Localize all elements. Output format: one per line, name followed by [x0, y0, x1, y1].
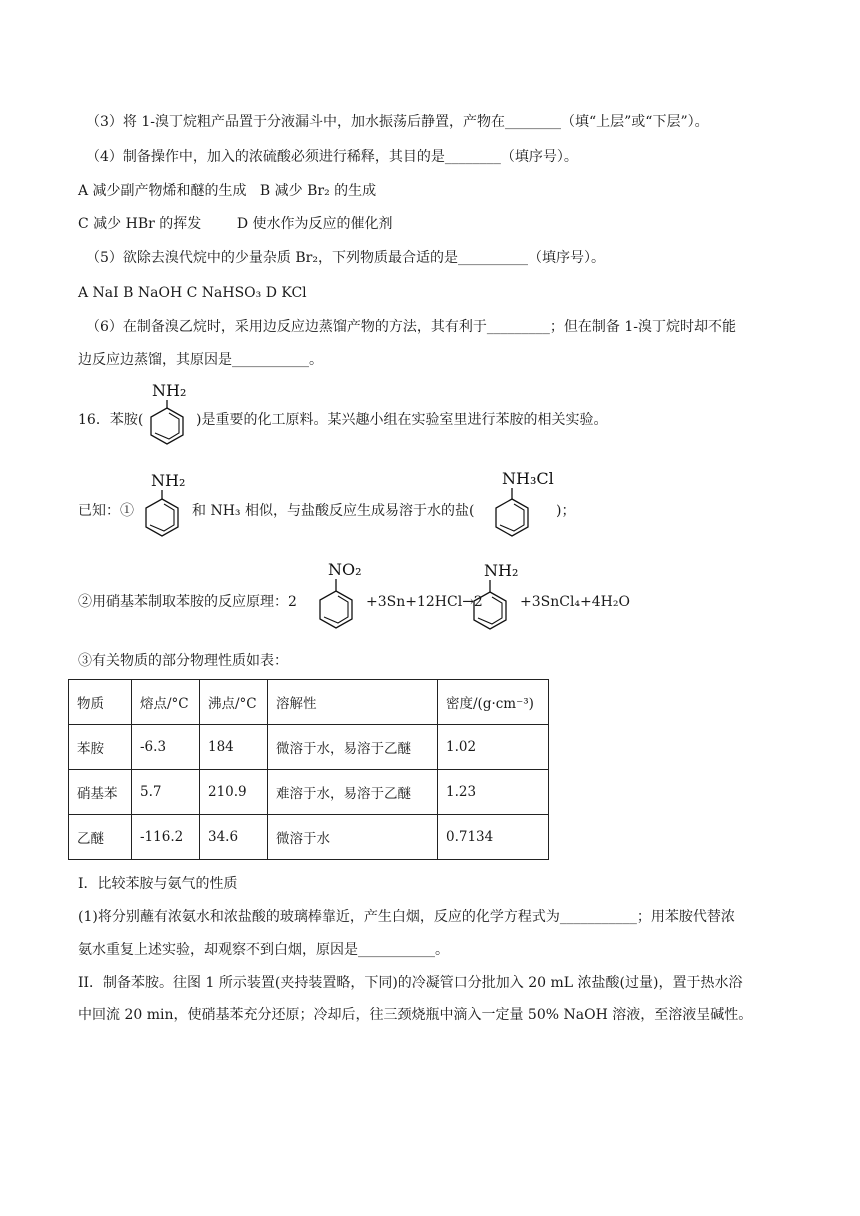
table-cell: 34.6	[200, 815, 268, 860]
aniline-structure-2	[137, 468, 187, 546]
nitrobenzene-structure	[312, 557, 370, 639]
header-cell: 密度/(g·cm⁻³)	[438, 680, 549, 725]
option-a: A 减少副产物烯和醚的生成	[78, 183, 247, 199]
question-5: （5）欲除去溴代烷中的少量杂质 Br₂，下列物质最合适的是__________（填序号）。	[86, 250, 605, 266]
question-6-line-1: （6）在制备溴乙烷时，采用边反应边蒸馏产物的方法，其有利于_________；但在制备 1-溴丁烷时却不能	[86, 319, 736, 335]
option-d: D 使水作为反应的催化剂	[236, 216, 393, 232]
table-row	[69, 770, 549, 815]
part-1-question-1-line-1: (1)将分别蘸有浓氨水和浓盐酸的玻璃棒靠近，产生白烟，反应的化学方程式为___________；用苯胺代替浓	[78, 909, 735, 925]
header-cell: 物质	[69, 680, 132, 725]
table-header-row	[69, 680, 549, 725]
reaction-middle: +3Sn+12HCl→2	[366, 594, 483, 610]
table-cell: 0.7134	[438, 815, 549, 860]
table-intro: ③有关物质的部分物理性质如表：	[78, 653, 288, 669]
table-cell: 210.9	[200, 770, 268, 815]
table-cell: 5.7	[132, 770, 200, 815]
no2-label: NO₂	[328, 560, 362, 579]
table-row	[69, 815, 549, 860]
table-cell: 硝基苯	[69, 770, 132, 815]
table-cell: -116.2	[132, 815, 200, 860]
question-4-options-cd	[78, 214, 393, 234]
question-16-part-a: 16．苯胺(	[78, 412, 144, 428]
question-4: （4）制备操作中，加入的浓硫酸必须进行稀释，其目的是________（填序号）。	[86, 149, 578, 165]
option-b: B 减少 Br₂ 的生成	[259, 183, 377, 199]
question-4-options-ab	[78, 181, 376, 201]
reaction-label: ②用硝基苯制取苯胺的反应原理：2	[78, 594, 297, 610]
part-2-line-1: II．制备苯胺。往图 1 所示装置(夹持装置略，下同)的冷凝管口分批加入 20 mL 浓盐酸(过量)，置于热水浴	[78, 975, 743, 991]
table-cell: 微溶于水	[268, 815, 438, 860]
table-cell: 乙醚	[69, 815, 132, 860]
nh3cl-label: NH₃Cl	[502, 469, 554, 488]
table-row	[69, 725, 549, 770]
part-1-question-1-line-2: 氨水重复上述实验，却观察不到白烟，原因是___________。	[78, 942, 449, 958]
header-cell: 溶解性	[268, 680, 438, 725]
header-cell: 熔点/°C	[132, 680, 200, 725]
anilinium-chloride-structure	[490, 466, 560, 548]
header-cell: 沸点/°C	[200, 680, 268, 725]
table-cell: 苯胺	[69, 725, 132, 770]
question-3: （3）将 1-溴丁烷粗产品置于分液漏斗中，加水振荡后静置，产物在________（填“上层”或“下层”）。	[86, 114, 709, 130]
nh2-label: NH₂	[484, 561, 519, 580]
nh2-label: NH₂	[151, 471, 186, 490]
known-1-label: 已知：①	[78, 503, 134, 519]
known-1-text: 和 NH₃ 相似，与盐酸反应生成易溶于水的盐(	[192, 503, 475, 519]
question-6-line-2: 边反应边蒸馏，其原因是___________。	[78, 352, 323, 368]
aniline-structure-1	[142, 378, 192, 454]
table-cell: 1.23	[438, 770, 549, 815]
reaction-end: +3SnCl₄+4H₂O	[520, 594, 630, 610]
table-cell: 1.02	[438, 725, 549, 770]
table-cell: 难溶于水，易溶于乙醚	[268, 770, 438, 815]
part-2-line-2: 中回流 20 min，使硝基苯充分还原；冷却后，往三颈烧瓶中滴入一定量 50% NaOH 溶液，至溶液呈碱性。	[78, 1007, 753, 1023]
table-cell: 184	[200, 725, 268, 770]
part-1-title: I．比较苯胺与氨气的性质	[78, 876, 238, 892]
known-1-end: )；	[556, 503, 576, 519]
table-cell: 微溶于水，易溶于乙醚	[268, 725, 438, 770]
aniline-structure-3	[466, 558, 524, 640]
table-cell: -6.3	[132, 725, 200, 770]
question-16-part-b: )是重要的化工原料。某兴趣小组在实验室里进行苯胺的相关实验。	[196, 412, 608, 428]
question-5-options: A NaI B NaOH C NaHSO₃ D KCl	[78, 285, 307, 301]
nh2-label: NH₂	[152, 381, 187, 400]
option-c: C 减少 HBr 的挥发	[78, 216, 202, 232]
properties-table	[68, 679, 549, 860]
